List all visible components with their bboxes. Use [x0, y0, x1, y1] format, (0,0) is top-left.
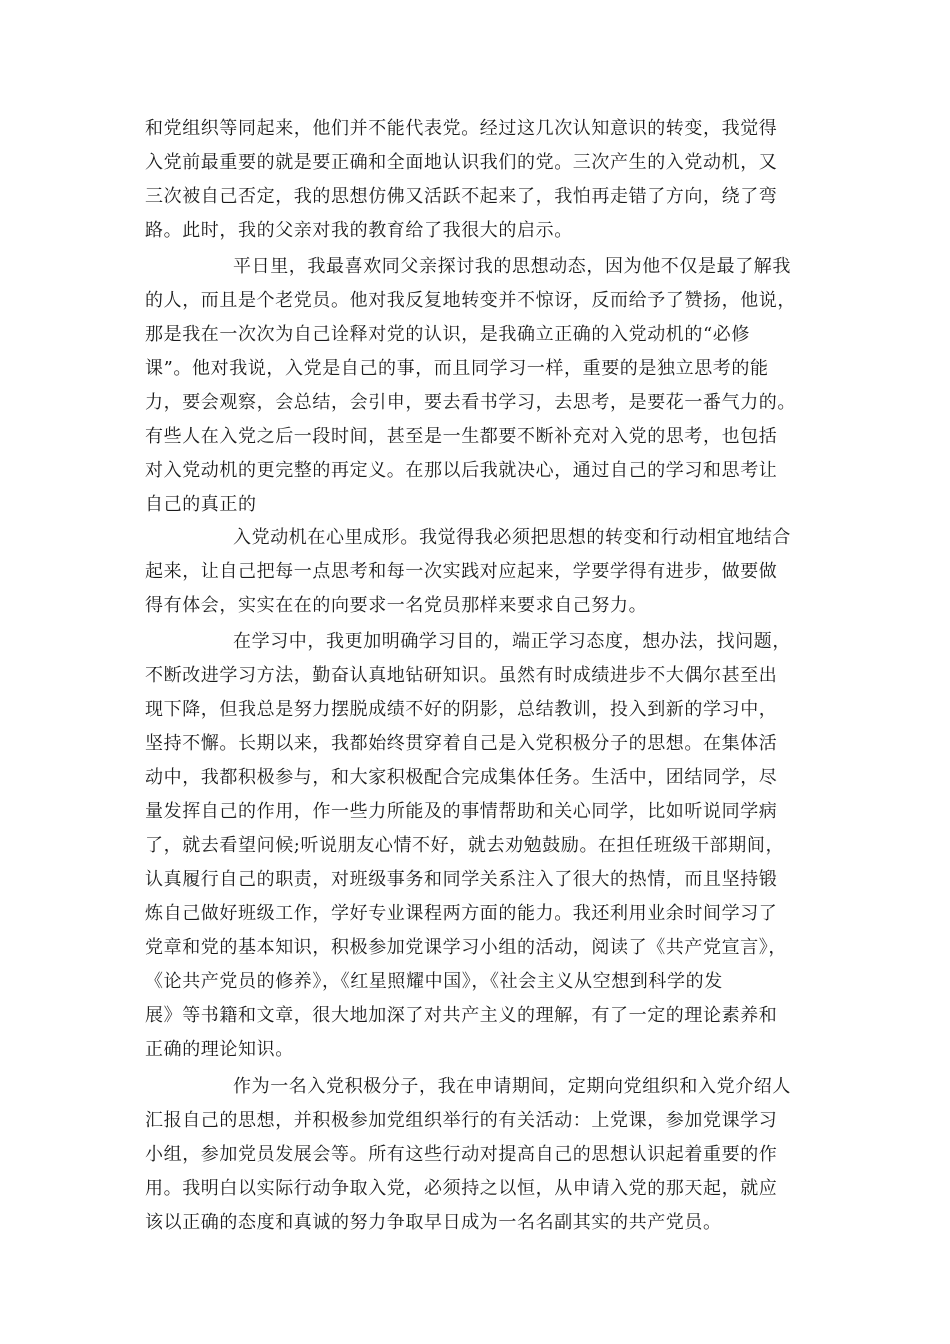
- paragraph-line: 用。我明白以实际行动争取入党，必须持之以恒，从申请入党的那天起，就应: [145, 1178, 778, 1199]
- paragraph-4: [145, 625, 807, 1067]
- paragraph-line: 路。此时，我的父亲对我的教育给了我很大的启示。: [145, 220, 573, 241]
- paragraph-line: 正确的理论知识。: [145, 1039, 294, 1060]
- paragraph-line: 炼自己做好班级工作，学好专业课程两方面的能力。我还利用业余时间学习了: [145, 903, 778, 924]
- paragraph-line: 认真履行自己的职责，对班级事务和同学关系注入了很大的热情，而且坚持锻: [145, 869, 778, 890]
- paragraph-line: 展》等书籍和文章，很大地加深了对共产主义的理解，有了一定的理论素养和: [145, 1005, 778, 1026]
- paragraph-line: 《论共产党员的修养》，《红星照耀中国》，《社会主义从空想到科学的发: [145, 971, 723, 992]
- paragraph-line: 小组，参加党员发展会等。所有这些行动对提高自己的思想认识起着重要的作: [145, 1144, 778, 1165]
- paragraph-5: [145, 1070, 807, 1240]
- paragraph-line: 坚持不懈。长期以来，我都始终贯穿着自己是入党积极分子的思想。在集体活: [145, 733, 778, 754]
- paragraph-line: 汇报自己的思想，并积极参加党组织举行的有关活动：上党课，参加党课学习: [145, 1110, 778, 1131]
- paragraph-line: 的人，而且是个老党员。他对我反复地转变并不惊讶，反而给予了赞扬，他说，: [145, 290, 796, 311]
- paragraph-line: 力，要会观察，会总结，会引申，要去看书学习，去思考，是要花一番气力的。: [145, 392, 796, 413]
- paragraph-line: 不断改进学习方法，勤奋认真地钻研知识。虽然有时成绩进步不大偶尔甚至出: [145, 665, 778, 686]
- paragraph-line: 量发挥自己的作用，作一些力所能及的事情帮助和关心同学，比如听说同学病: [145, 801, 778, 822]
- paragraph-line: 起来，让自己把每一点思考和每一次实践对应起来，学要学得有进步，做要做: [145, 561, 778, 582]
- paragraph-line: 该以正确的态度和真诚的努力争取早日成为一名名副其实的共产党员。: [145, 1212, 722, 1233]
- paragraph-line: 有些人在入党之后一段时间，甚至是一生都要不断补充对入党的思考，也包括: [145, 426, 778, 447]
- paragraph-line: 得有体会，实实在在的向要求一名党员那样来要求自己努力。: [145, 595, 648, 616]
- paragraph-2: [145, 250, 807, 522]
- paragraph-line: 了，就去看望问候;听说朋友心情不好，就去劝勉鼓励。在担任班级干部期间，: [145, 835, 785, 856]
- paragraph-line: 自己的真正的: [145, 494, 257, 515]
- paragraph-line: 党章和党的基本知识，积极参加党课学习小组的活动，阅读了《共产党宣言》，: [145, 937, 787, 958]
- paragraph-line: 那是我在一次次为自己诠释对党的认识，是我确立正确的入党动机的“必修: [145, 324, 750, 345]
- paragraph-line: 和党组织等同起来，他们并不能代表党。经过这几次认知意识的转变，我觉得: [145, 118, 778, 139]
- paragraph-line: 现下降，但我总是努力摆脱成绩不好的阴影，总结教训，投入到新的学习中，: [145, 699, 778, 720]
- paragraph-line: 入党动机在心里成形。我觉得我必须把思想的转变和行动相宜地结合: [233, 527, 791, 548]
- paragraph-line: 入党前最重要的就是要正确和全面地认识我们的党。三次产生的入党动机，又: [145, 152, 778, 173]
- paragraph-3: [145, 521, 807, 623]
- paragraph-line: 平日里，我最喜欢同父亲探讨我的思想动态，因为他不仅是最了解我: [233, 256, 791, 277]
- paragraph-line: 课”。他对我说，入党是自己的事，而且同学习一样，重要的是独立思考的能: [145, 358, 769, 379]
- paragraph-line: 动中，我都积极参与，和大家积极配合完成集体任务。生活中，团结同学，尽: [145, 767, 778, 788]
- paragraph-line: 对入党动机的更完整的再定义。在那以后我就决心，通过自己的学习和思考让: [145, 460, 778, 481]
- paragraph-1: [145, 112, 807, 248]
- paragraph-line: 作为一名入党积极分子，我在申请期间，定期向党组织和入党介绍人: [233, 1076, 791, 1097]
- paragraph-line: 三次被自己否定，我的思想仿佛又活跃不起来了，我怕再走错了方向，绕了弯: [145, 186, 778, 207]
- paragraph-line: 在学习中，我更加明确学习目的，端正学习态度，想办法，找问题，: [233, 631, 791, 652]
